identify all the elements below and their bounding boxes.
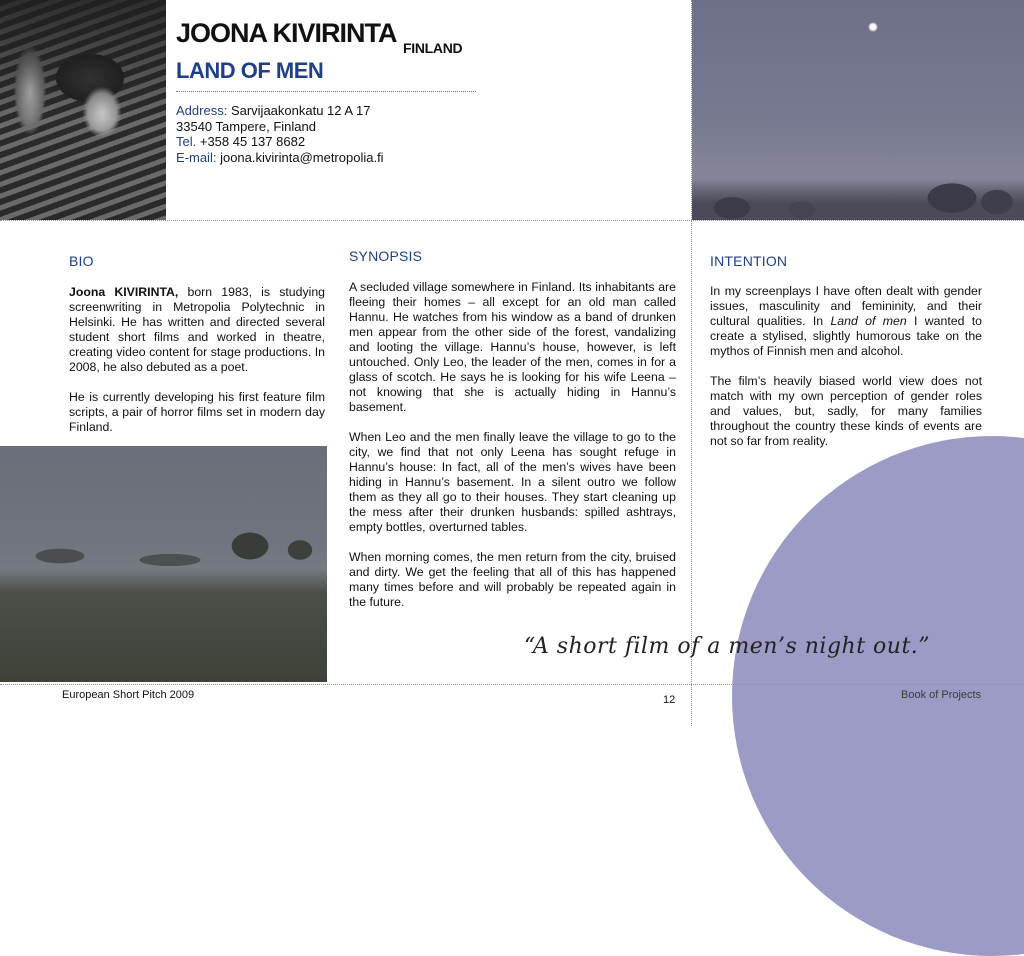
intention-paragraph-1-end: I wanted to create a stylised, slightly humorous take on the mythos of Finnish men and alcohol. bbox=[710, 314, 983, 358]
director-country: FINLAND bbox=[403, 40, 463, 56]
synopsis-paragraph-1: A secluded village somewhere in Finland. Its inhabitants are fleeing their homes – all except for an old man called Hannu. He watches from his window as a band of drunken men appear from the other side of the forest, vandalizing and looting the village. Hannu’s house, however, is left untouched. Only Leo, the leader of the men, comes in for a glass of scotch. He says he is looking for his wife Leena – not knowing that she is actually hiding in Hannu’s basement. bbox=[349, 280, 676, 414]
foggy-field-photo bbox=[0, 446, 327, 682]
email-value[interactable]: joona.kivirinta@metropolia.fi bbox=[220, 149, 384, 165]
email-line bbox=[176, 150, 384, 166]
bio-paragraph-1 bbox=[69, 285, 325, 375]
address-line-1 bbox=[176, 103, 384, 119]
address-label: Address: bbox=[176, 103, 228, 118]
film-title: LAND OF MEN bbox=[176, 58, 324, 83]
synopsis-text bbox=[349, 280, 676, 625]
intention-paragraph-2: The film’s heavily biased world view does not match with my own perception of gender roles and values, but, sadly, for many families throughout the country these kinds of events are not so far from reality. bbox=[710, 374, 982, 448]
bio-heading: BIO bbox=[69, 253, 94, 269]
footer-event-name: European Short Pitch 2009 bbox=[62, 689, 195, 701]
telephone-value: +358 45 137 8682 bbox=[199, 134, 306, 149]
telephone-label: Tel. bbox=[176, 134, 197, 149]
page-number: 12 bbox=[663, 694, 676, 706]
intention-paragraph-1 bbox=[710, 284, 982, 359]
footer-book-title: Book of Projects bbox=[901, 689, 982, 701]
footer-dotted-divider bbox=[0, 684, 1024, 685]
bio-text bbox=[69, 285, 325, 450]
director-portrait-photo bbox=[0, 0, 166, 220]
night-sky-village-photo bbox=[692, 0, 1024, 220]
bio-paragraph-1-text: born 1983, is studying screenwriting in Metropolia Polytechnic in Helsinki. He has written and directed several student short films and worked in theatre, creating video content for stage productions. In 2008, he also debuted as a poet. bbox=[69, 285, 326, 374]
address-line-2: 33540 Tampere, Finland bbox=[176, 118, 316, 134]
synopsis-paragraph-2: When Leo and the men finally leave the village to go to the city, we find that not only Leena has sought refuge in Hannu’s house: In fact, all of the men’s wives have been hiding in Hannu’s basement. In a silent outro we follow them as they all go to their houses. They start cleaning up the mess after their drunken husbands: spilled ashtrays, empty bottles, overturned tables. bbox=[349, 430, 676, 534]
email-label: E-mail: bbox=[176, 149, 217, 165]
bio-name: Joona KIVIRINTA, bbox=[69, 285, 179, 299]
address-value: Sarvijaakonkatu 12 A 17 bbox=[230, 103, 371, 118]
contact-block bbox=[176, 103, 384, 165]
bio-paragraph-2: He is currently developing his first feature film scripts, a pair of horror films set in modern day Finland. bbox=[69, 390, 325, 434]
intention-film-title: Land of men bbox=[830, 314, 907, 328]
intention-paragraph-1-start: In my screenplays I have often dealt with gender issues, masculinity and femininity, and their cultural qualities. In bbox=[710, 284, 982, 328]
tagline-quote: “A short film of a men’s night out.” bbox=[524, 634, 931, 659]
director-name: JOONA KIVIRINTA bbox=[176, 18, 397, 48]
synopsis-paragraph-3: When morning comes, the men return from the city, bruised and dirty. We get the feeling that all of this has happened many times before and will probably be repeated again in the future. bbox=[349, 550, 676, 609]
vertical-dotted-divider bbox=[691, 0, 692, 726]
intention-heading: INTENTION bbox=[710, 253, 788, 269]
intention-text bbox=[710, 284, 982, 464]
horizontal-dotted-divider bbox=[0, 220, 1024, 221]
telephone-line bbox=[176, 134, 384, 150]
header-dotted-rule bbox=[176, 91, 476, 92]
synopsis-heading: SYNOPSIS bbox=[349, 248, 423, 264]
